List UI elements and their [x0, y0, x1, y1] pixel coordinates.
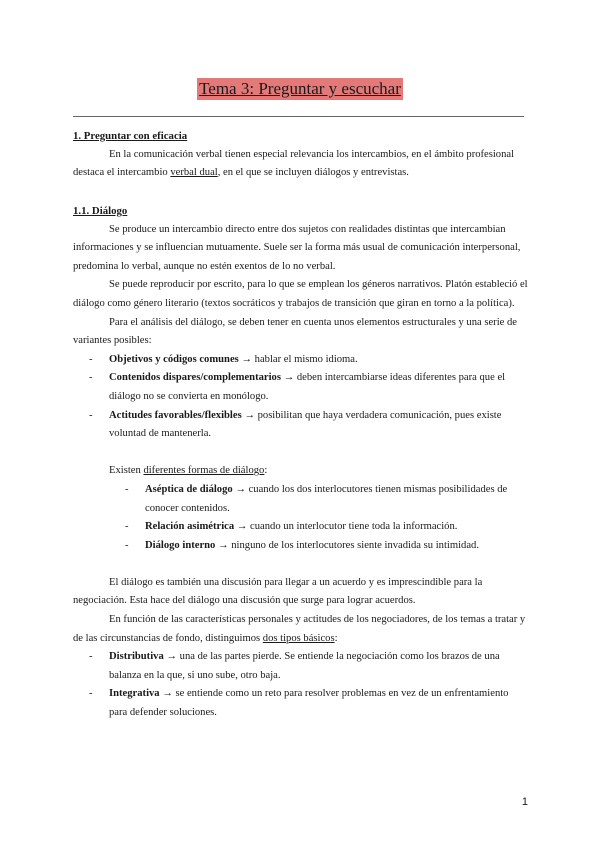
dialogo-paragraph-2: Se puede reproducir por escrito, para lo que se emplean los géneros narrativos. Platón estableció el diálogo como género literario (textos socráticos y trabajos de transición que giran en torno a la política). — [73, 279, 528, 309]
title-divider — [73, 116, 524, 117]
list-item-term: Actitudes favorables/flexibles — [109, 409, 242, 421]
list-dash: - — [89, 651, 93, 663]
section-1-underlined: verbal dual — [170, 167, 218, 179]
title-container — [0, 78, 600, 100]
list-dash: - — [89, 409, 93, 421]
forms-intro-text-b: : — [264, 465, 268, 477]
forms-intro-underlined: diferentes formas de diálogo — [143, 465, 265, 477]
list-item-term: Diálogo interno — [145, 539, 216, 551]
list-item-term: Aséptica de diálogo — [145, 483, 233, 495]
list-dash: - — [89, 353, 93, 365]
forms-intro — [73, 462, 528, 481]
section-1-1 — [73, 202, 528, 723]
list-dash: - — [125, 483, 129, 495]
list-item — [73, 537, 528, 556]
types-intro-text-a: En función de las características personales y actitudes de los negociadores, de los temas a tratar y de las circunstancias de fondo, distinguimos — [73, 614, 526, 644]
list-item-text: → hablar el mismo idioma. — [238, 353, 358, 365]
elements-list — [73, 351, 528, 444]
dialogo-paragraph-4: El diálogo es también una discusión para llegar a un acuerdo y es imprescindible para la negociación. Esta hace del diálogo una discusión que surge para lograr acuerdos. — [73, 576, 483, 607]
section-1-1-heading: 1.1. Diálogo — [73, 205, 128, 217]
list-item — [73, 351, 528, 370]
list-item — [73, 518, 528, 537]
list-item-text: → una de las partes pierde. Se entiende la negociación como los brazos de una balanza en la que, si uno sube, otro baja. — [109, 651, 500, 681]
list-dash: - — [125, 521, 129, 533]
section-1-paragraph — [73, 146, 528, 183]
list-item-text: → deben intercambiarse ideas diferentes para que el diálogo no se convierta en monólogo. — [109, 372, 506, 402]
document-title: Tema 3: Preguntar y escuchar — [199, 79, 401, 98]
list-item — [73, 369, 528, 406]
section-1-text-b: , en el que se incluyen diálogos y entrevistas. — [217, 167, 409, 179]
section-1-text-a: En la comunicación verbal tienen especial relevancia los intercambios, en el ámbito profesional destaca el intercambio — [73, 148, 515, 179]
page-number: 1 — [521, 796, 528, 808]
dialogo-paragraph-1: Se produce un intercambio directo entre dos sujetos con realidades distintas que intercambian informaciones y se influencian mutuamente. Suele ser la forma más usual de comunicación interpersonal, predomina lo verbal, aunque no estén exentos de lo no verbal. — [73, 223, 521, 272]
list-dash: - — [89, 688, 93, 700]
section-1 — [73, 127, 528, 183]
list-item-text: → cuando un interlocutor tiene toda la información. — [234, 521, 458, 533]
forms-list — [73, 481, 528, 555]
list-item-term: Distributiva — [109, 651, 164, 663]
list-item-term: Integrativa — [109, 688, 160, 700]
dialogo-paragraph-3: Para el análisis del diálogo, se deben tener en cuenta unos elementos estructurales y una serie de variantes posibles: — [73, 316, 518, 347]
spacer — [73, 444, 528, 463]
list-item-text: → cuando los dos interlocutores tienen mismas posibilidades de conocer contenidos. — [145, 483, 508, 514]
dialogo-paragraph-5 — [73, 611, 528, 648]
list-item — [73, 685, 528, 722]
list-item-term: Contenidos dispares/complementarios — [109, 372, 281, 384]
types-list — [73, 648, 528, 722]
section-1-heading: 1. Preguntar con eficacia — [73, 130, 188, 142]
list-dash: - — [125, 539, 129, 551]
list-item-text: → se entiende como un reto para resolver problemas en vez de un enfrentamiento para defender soluciones. — [109, 688, 509, 719]
spacer — [73, 555, 528, 574]
list-item — [73, 481, 528, 518]
forms-intro-text-a: Existen — [109, 465, 144, 477]
list-item-text: → posibilitan que haya verdadera comunicación, pues existe voluntad de mantenerla. — [109, 409, 502, 440]
types-intro-underlined: dos tipos básicos — [262, 632, 335, 644]
list-item — [73, 407, 528, 444]
list-item-term: Relación asimétrica — [145, 521, 235, 533]
list-item-text: → ninguno de los interlocutores siente invadida su intimidad. — [215, 539, 479, 551]
list-item — [73, 648, 528, 685]
list-item-term: Objetivos y códigos comunes — [109, 353, 239, 365]
types-intro-text-b: : — [334, 632, 338, 644]
list-dash: - — [89, 372, 93, 384]
